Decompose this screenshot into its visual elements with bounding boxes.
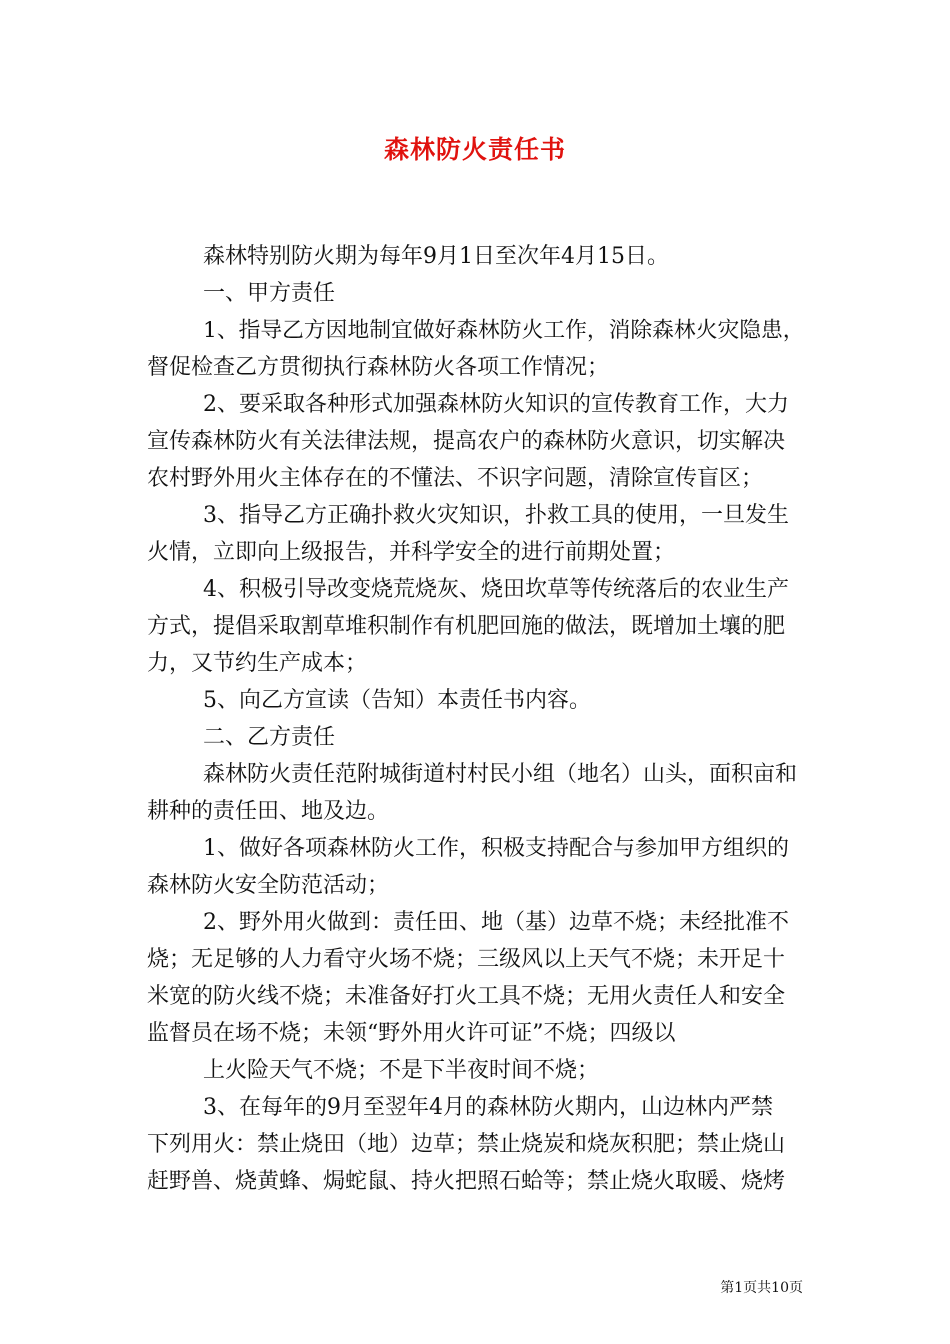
paragraph-line: 赶野兽、烧黄蜂、焗蛇鼠、持火把照石蛤等；禁止烧火取暖、烧烤 [147,1169,786,1194]
paragraph-line: 1、指导乙方因地制宜做好森林防火工作，消除森林火灾隐患， [203,318,805,343]
paragraph-line: 力，又节约生产成本； [147,651,368,676]
paragraph-line: 3、在每年的9月至翌年4月的森林防火期内，山边林内严禁 [203,1095,773,1120]
paragraph-line: 5、向乙方宣读（告知）本责任书内容。 [203,688,591,713]
section-heading: 一、甲方责任 [203,281,336,306]
paragraph-line: 3、指导乙方正确扑救火灾知识，扑救工具的使用，一旦发生 [203,503,789,528]
paragraph-line: 4、积极引导改变烧荒烧灰、烧田坎草等传统落后的农业生产 [203,577,789,602]
paragraph-line: 督促检查乙方贯彻执行森林防火各项工作情况； [147,355,610,380]
paragraph-line: 森林防火安全防范活动； [147,873,390,898]
paragraph-line: 方式，提倡采取割草堆积制作有机肥回施的做法，既增加土壤的肥 [147,614,786,639]
paragraph-line: 宣传森林防火有关法律法规，提高农户的森林防火意识，切实解决 [147,429,786,454]
document-title: 森林防火责任书 [383,135,566,164]
paragraph-line: 耕种的责任田、地及边。 [147,799,390,824]
paragraph-line: 农村野外用火主体存在的不懂法、不识字问题，清除宣传盲区； [147,466,764,491]
paragraph-line: 米宽的防火线不烧；未准备好打火工具不烧；无用火责任人和安全 [147,984,786,1009]
page-number: 第1页共10页 [720,1280,803,1296]
paragraph-line: 火情，立即向上级报告，并科学安全的进行前期处置； [147,540,676,565]
paragraph-line: 2、要采取各种形式加强森林防火知识的宣传教育工作，大力 [203,392,789,417]
paragraph-line: 1、做好各项森林防火工作，积极支持配合与参加甲方组织的 [203,836,789,861]
paragraph-line: 下列用火：禁止烧田（地）边草；禁止烧炭和烧灰积肥；禁止烧山 [147,1132,786,1157]
paragraph-line: 森林特别防火期为每年9月1日至次年4月15日。 [203,244,669,269]
paragraph-line: 2、野外用火做到：责任田、地（基）边草不烧；未经批准不 [203,910,789,935]
paragraph-line: 上火险天气不烧；不是下半夜时间不烧； [203,1058,600,1083]
section-heading: 二、乙方责任 [203,725,336,750]
paragraph-line: 森林防火责任范附城街道村村民小组（地名）山头，面积亩和 [203,762,798,787]
paragraph-line: 监督员在场不烧；未领“野外用火许可证”不烧；四级以 [147,1021,676,1046]
paragraph-line: 烧；无足够的人力看守火场不烧；三级风以上天气不烧；未开足十 [147,947,786,972]
